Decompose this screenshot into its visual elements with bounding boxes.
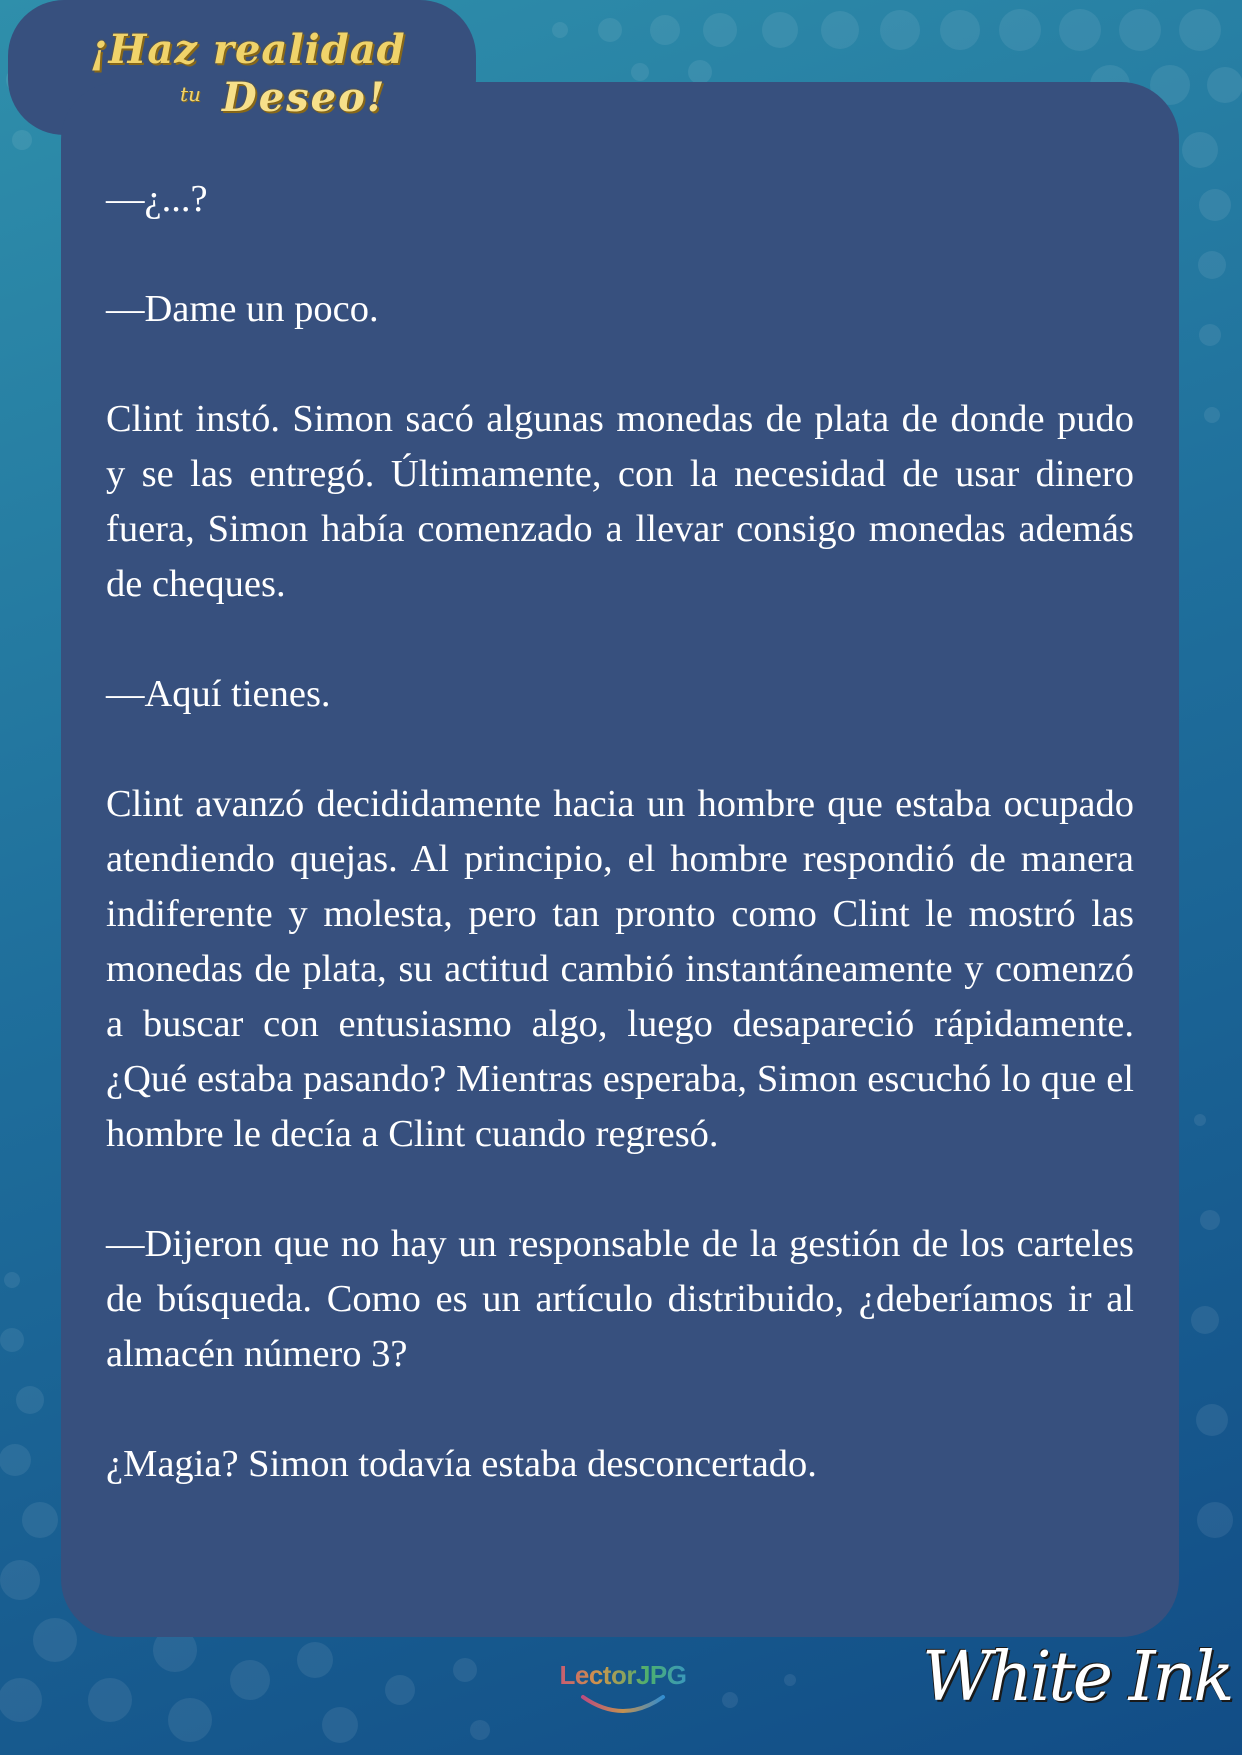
- smile-arc-icon: [573, 1691, 673, 1719]
- logo-line2: Deseo!: [222, 74, 387, 121]
- story-text: [106, 172, 1134, 1547]
- watermark-text: LectorJPG: [548, 1660, 698, 1691]
- paragraph: ¿Magia? Simon todavía estaba desconcertado.: [106, 1443, 817, 1485]
- white-ink-signature: White Ink: [922, 1638, 1232, 1717]
- paragraph: Clint avanzó decididamente hacia un hombre que estaba ocupado atendiendo quejas. Al principio, el hombre respondió de manera indiferente y molesta, pero tan pronto como Clint le mostró las monedas de plata, su actitud cambió instantáneamente y comenzó a buscar con entusiasmo algo, luego desapareció rápidamente. ¿Qué estaba pasando? Mientras esperaba, Simon escuchó lo que el hombre le decía a Clint cuando regresó.: [106, 783, 1134, 1155]
- paragraph: —Aquí tienes.: [106, 673, 331, 715]
- logo-line1: ¡Haz realidad: [90, 26, 406, 73]
- paragraph: Clint instó. Simon sacó algunas monedas de plata de donde pudo y se las entregó. Últimamente, con la necesidad de usar dinero fuera, Simon había comenzado a llevar consigo monedas además de cheques.: [106, 398, 1134, 605]
- paragraph: —¿...?: [106, 178, 208, 220]
- paragraph: —Dijeron que no hay un responsable de la gestión de los carteles de búsqueda. Como es un artículo distribuido, ¿deberíamos ir al almacén número 3?: [106, 1223, 1134, 1375]
- brand-logo: [90, 18, 406, 128]
- lectorjpg-watermark: [548, 1660, 698, 1730]
- logo-tu: tu: [180, 82, 201, 106]
- paragraph: —Dame un poco.: [106, 288, 379, 330]
